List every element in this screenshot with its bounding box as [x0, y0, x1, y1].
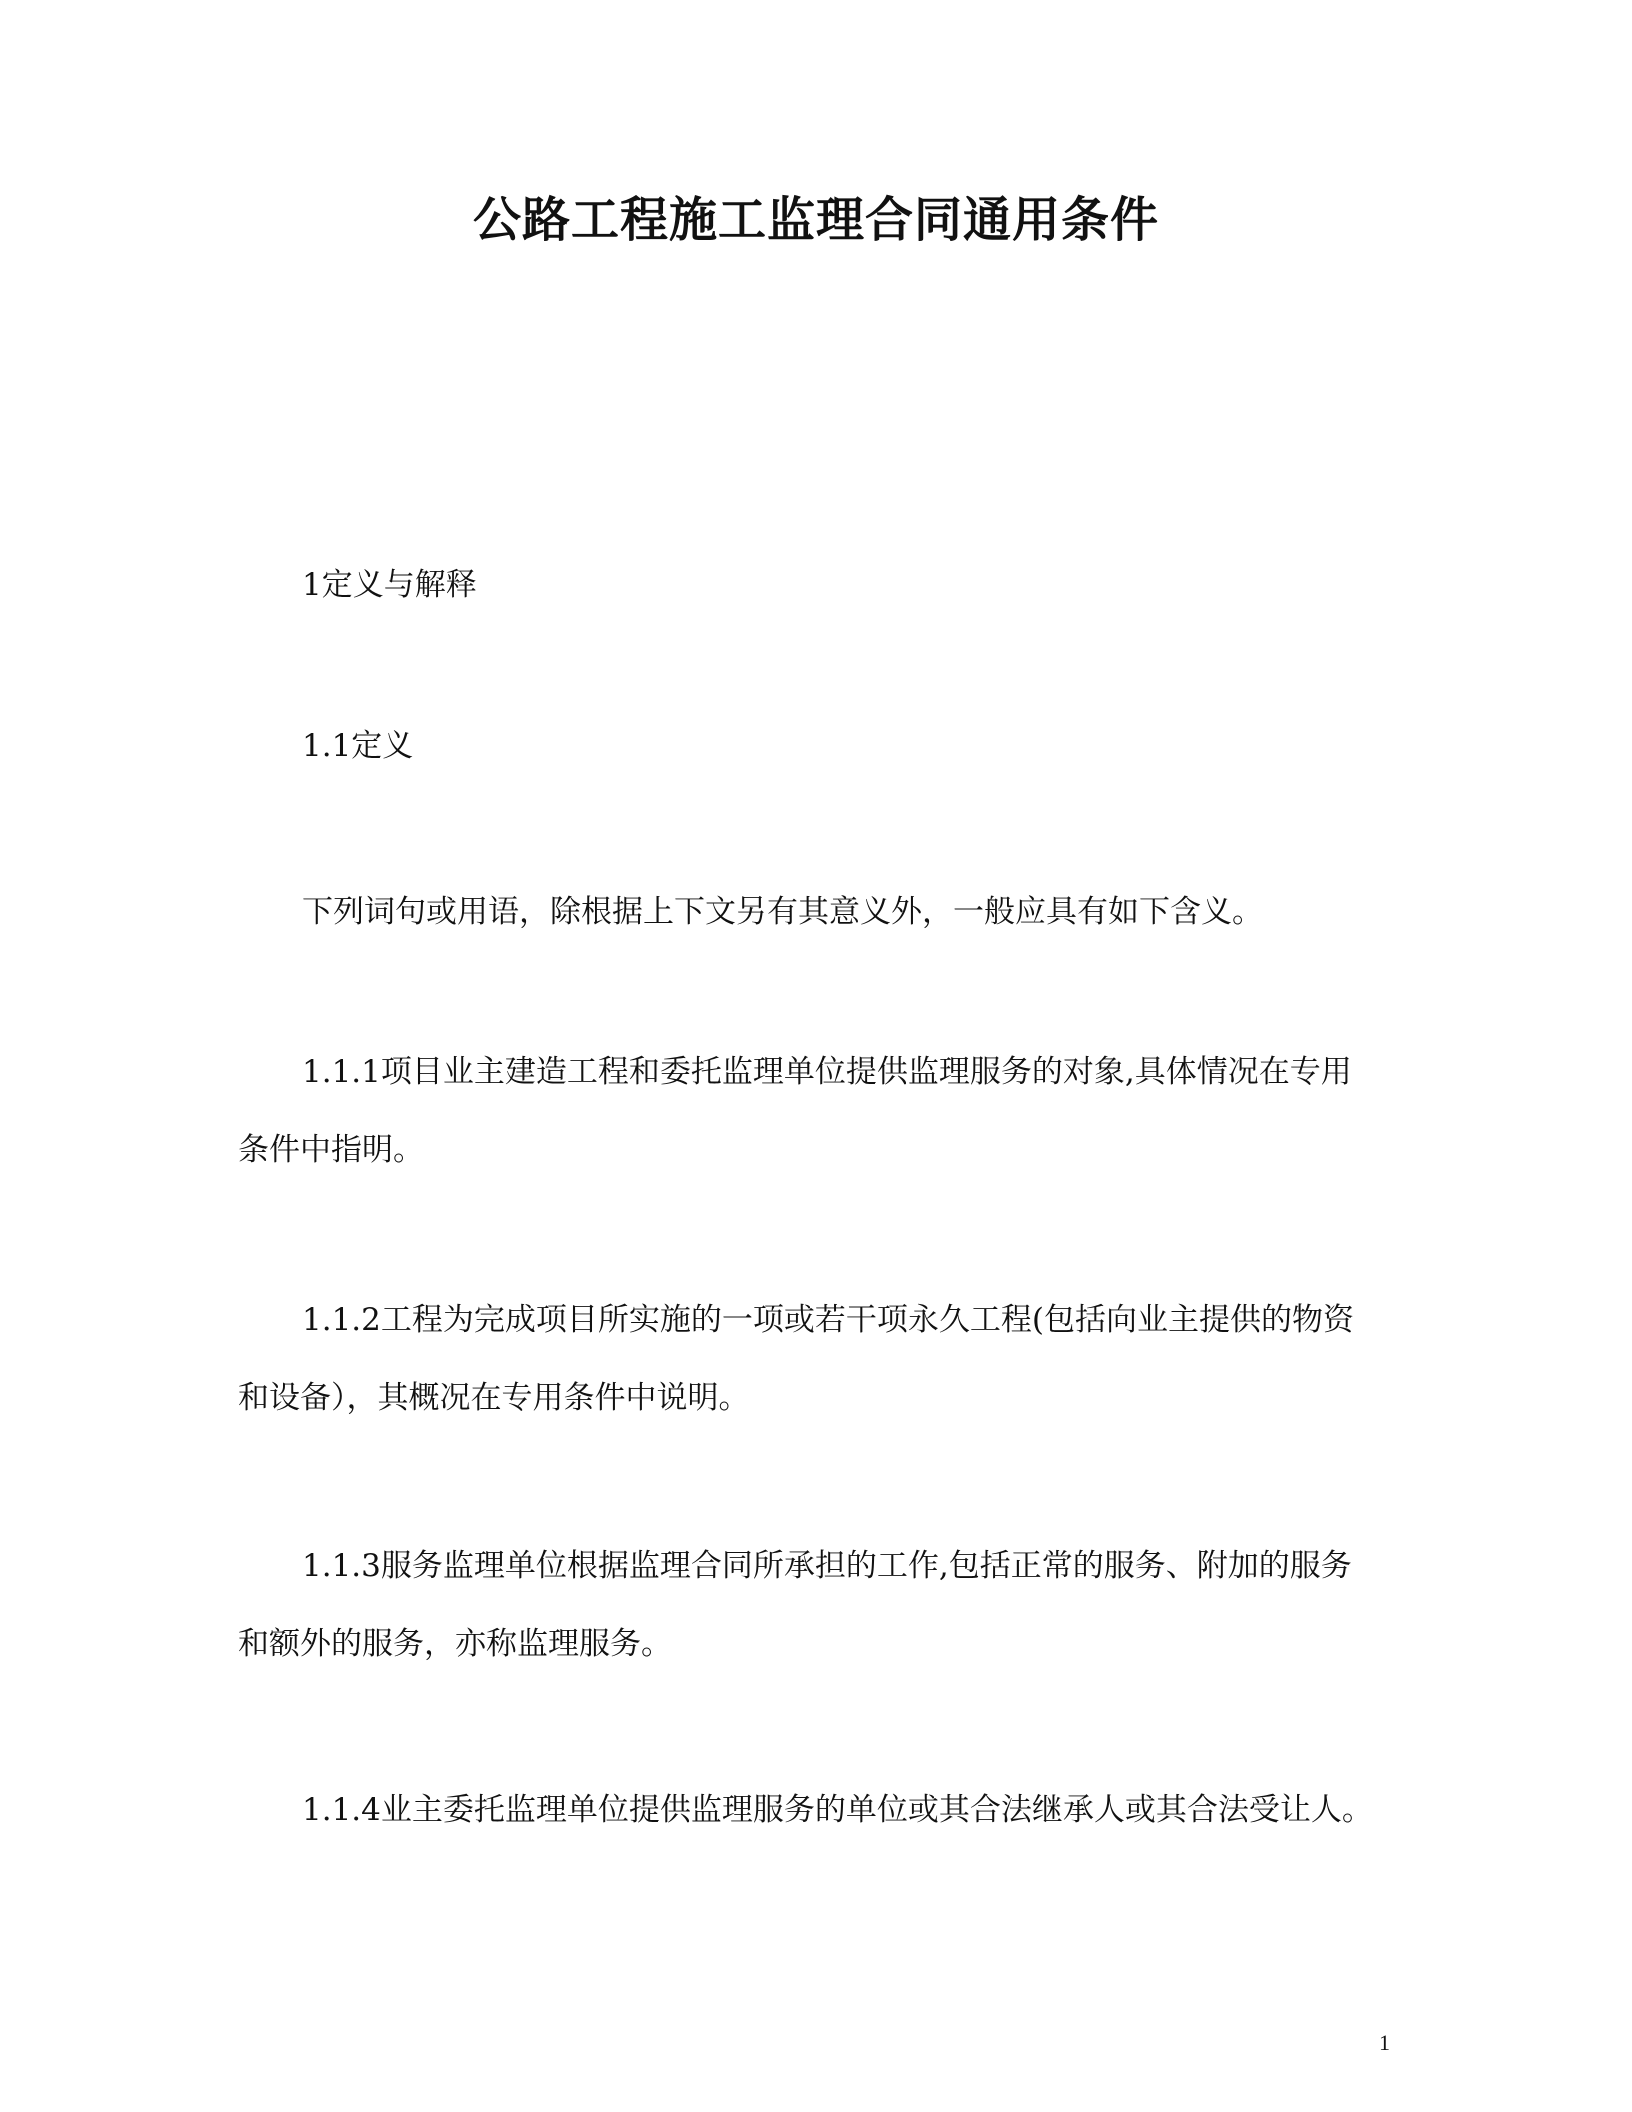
clause-1-1-4: 1.1.4业主委托监理单位提供监理服务的单位或其合法继承人或其合法受让人。: [302, 1792, 1373, 1828]
section-heading: 1定义与解释: [302, 567, 477, 603]
page-number: 1: [1379, 2030, 1390, 2055]
clause-1-1-2-line-2: 和设备），其概况在专用条件中说明。: [238, 1380, 750, 1416]
clause-1-1-1-line-1: 1.1.1项目业主建造工程和委托监理单位提供监理服务的对象,具体情况在专用: [302, 1054, 1352, 1090]
clause-1-1-1-line-2: 条件中指明。: [238, 1132, 424, 1168]
clause-1-1-2-line-1: 1.1.2工程为完成项目所实施的一项或若干项永久工程(包括向业主提供的物资: [302, 1302, 1354, 1338]
subsection-heading: 1.1定义: [302, 728, 414, 764]
clause-1-1-3-line-1: 1.1.3服务监理单位根据监理合同所承担的工作,包括正常的服务、附加的服务: [302, 1548, 1352, 1584]
clause-1-1-3-line-2: 和额外的服务，亦称监理服务。: [238, 1626, 672, 1662]
document-title: 公路工程施工监理合同通用条件: [472, 192, 1159, 248]
paragraph-intro: 下列词句或用语，除根据上下文另有其意义外，一般应具有如下含义。: [302, 894, 1263, 930]
